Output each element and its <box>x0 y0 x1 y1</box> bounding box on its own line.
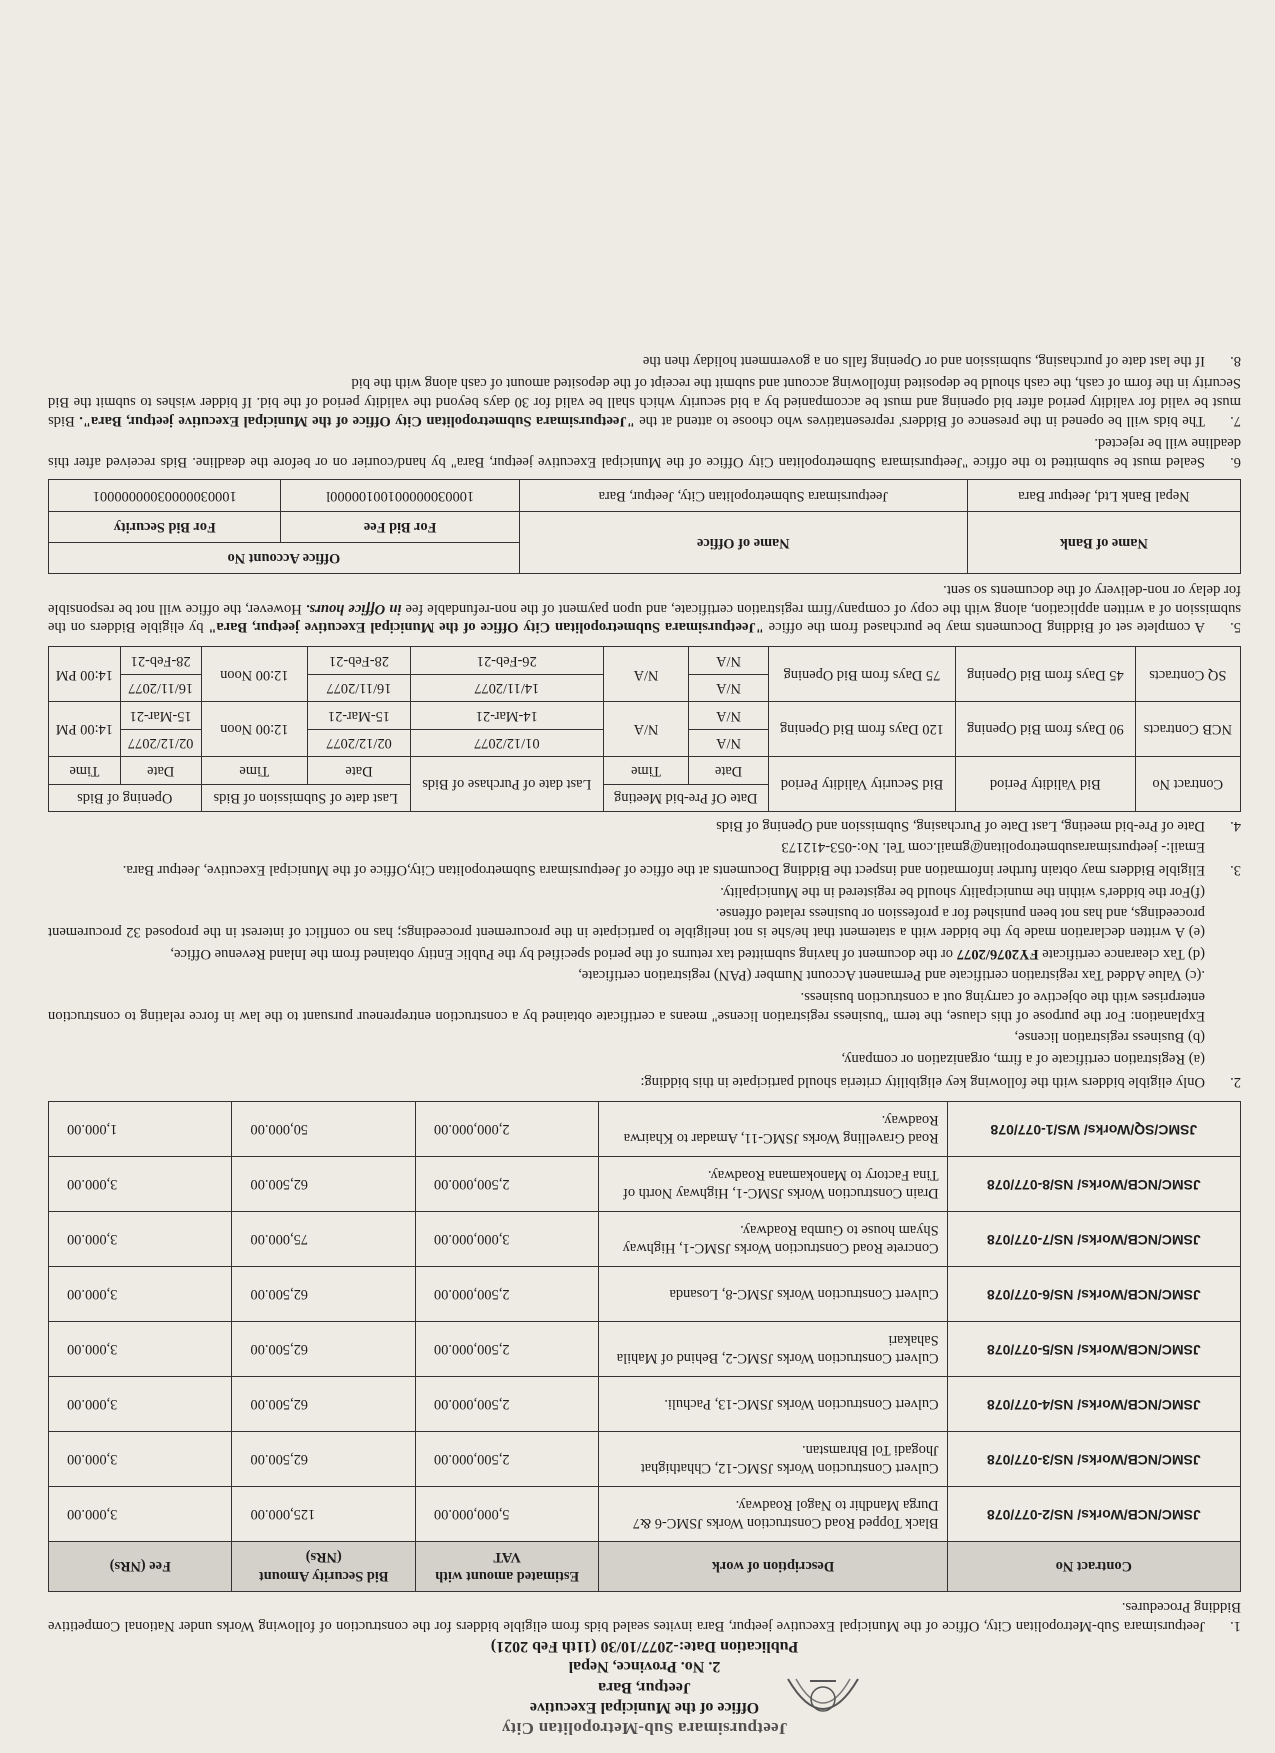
table-row <box>49 1101 1241 1156</box>
bid-security-amount: 125,000.00 <box>232 1486 415 1541</box>
fee-amount: 1,000.00 <box>49 1101 232 1156</box>
work-description: Concrete Road Construction Works JSMC-1, Highway Shyam house to Gumba Roadway. <box>599 1211 947 1266</box>
contract-type: SQ Contracts <box>1135 647 1240 702</box>
col-contract-no: Contract No <box>947 1541 1240 1591</box>
bid-security-amount: 62,500.00 <box>232 1266 415 1321</box>
document-header <box>48 1635 1241 1739</box>
estimated-amount: 5,000,000.00 <box>415 1486 598 1541</box>
fee-account: 10003000000100100000l <box>281 480 519 511</box>
purchase-date: 14/11/2077 <box>410 674 603 701</box>
table-row <box>49 1321 1241 1376</box>
bank-col-security: For Bid Security <box>49 511 281 542</box>
criteria-c: .(c) Value Added Tax registration certificate and Permanent Account Number (PAN) registration certificate, <box>578 967 1205 984</box>
province: 2. No. Province, Nepal <box>568 1658 721 1676</box>
estimated-amount: 2,500,000.00 <box>415 1376 598 1431</box>
works-table <box>48 1101 1241 1592</box>
criteria-e: (e) A written declaration made by the bidder with a statement that he/she is not ineligible to participate in the procurement proceedings; has no conflict of interest in the proposed 32 procurement proceedings, and has not been punished for a profession or business related offense. <box>48 905 1205 941</box>
sched-col-prebid: Date Of Pre-bid Meeting <box>603 784 768 811</box>
table-row <box>49 1156 1241 1211</box>
work-description: Culvert Construction Works JSMC-2, Behind of Mahila Sahakari <box>599 1321 947 1376</box>
bid-validity: 45 Days from Bid Opening <box>956 647 1135 702</box>
contract-no: JSMC/NCB/Works/ NS/5-077/078 <box>947 1321 1240 1376</box>
criteria-f: (f)For the bidder's within the municipality should be registered in the Municipality. <box>720 883 1205 900</box>
prebid-date: N/A <box>689 647 769 674</box>
table-row <box>49 1211 1241 1266</box>
clause-8: 8.If the last date of purchasing, submission and or Opening falls on a government holiday then the <box>642 352 1241 369</box>
clause-2: 2.Only eligible bidders with the following key eligibility criteria should participate in this bidding: <box>640 1073 1241 1090</box>
sched-col-validity: Bid Validity Period <box>956 757 1135 812</box>
bank-col-fee: For Bid Fee <box>281 511 519 542</box>
fee-amount: 3,000.00 <box>49 1156 232 1211</box>
clause-7: 7.The bids will be opened in the presence of Bidders' representatives who choose to attend at the "Jeetpursimara Submetropolitan City Office of the Municipal Executive jeetpur, Bara". Bids must be valid for validity period after bid opening and must be accompanied by a bid security which shall be valid for 30 days beyond the validity period of the bid. If bidder wishes to submit the Bid Security in the form of cash, the cash should be deposited infollowing account and submit the receipt of the deposited amount of cash along with the bid <box>48 375 1241 429</box>
bid-security-amount: 62,500.00 <box>232 1156 415 1211</box>
submission-date: 15-Mar-21 <box>308 702 411 729</box>
opening-date: 16/11/2077 <box>120 674 201 701</box>
estimated-amount: 2,500,000.00 <box>415 1266 598 1321</box>
estimated-amount: 2,500,000.00 <box>415 1321 598 1376</box>
contract-no: JSMC/NCB/Works/ NS/7-077/078 <box>947 1211 1240 1266</box>
work-description: Drain Construction Works JSMC-1, Highway North of Tina Factory to Manokamana Roadway. <box>599 1156 947 1211</box>
table-row <box>49 1266 1241 1321</box>
bid-security-amount: 75,000.00 <box>232 1211 415 1266</box>
opening-time: 14:00 PM <box>49 702 121 757</box>
bank-col-account: Office Account No <box>49 542 520 573</box>
bid-security-amount: 50,000.00 <box>232 1101 415 1156</box>
clause-5: 5.A complete set of Bidding Documents may be purchased from the office "Jeetpursimara Submetropolitan City Office of the Municipal Executive jeetpur, Bara" by eligible Bidders on the submission of a written application, along with the copy of company/firm registration certificate, and upon payment of the non-refundable fee in Office hours. However, the office will not be responsible for delay or non-delivery of the documents so sent. <box>47 582 1241 636</box>
opening-date: 28-Feb-21 <box>120 647 201 674</box>
contract-no: JSMC/NCB/Works/ NS/3-077/078 <box>947 1431 1240 1486</box>
sched-col-opening: Opening of Bids <box>49 784 202 811</box>
sched-col-security: Bid Security Validity Period <box>768 757 955 812</box>
bank-col-office: Name of Office <box>519 511 967 574</box>
sub-time: Time <box>603 757 689 784</box>
sub-date: Date <box>120 757 201 784</box>
bid-security-amount: 62,500.00 <box>232 1431 415 1486</box>
sched-col-submission: Last date of Submission of Bids <box>201 784 410 811</box>
security-account: 10003000003000000001 <box>49 480 281 511</box>
sched-col-purchase: Last date of Purchase of Bids <box>410 757 603 812</box>
clause-1: 1.Jeetpursimara Sub-Metropolitan City, Office of the Municipal Executive jeetpur, Bara invites sealed bids from eligible bidders for the construction of following Works under National Competitive Bidding Procedures. <box>48 1599 1241 1634</box>
sub-date: Date <box>308 757 411 784</box>
col-estimated: Estimated amount with VAT <box>415 1541 598 1591</box>
table-row <box>49 1431 1241 1486</box>
prebid-time: N/A <box>603 702 689 757</box>
purchase-date: 14-Mar-21 <box>410 702 603 729</box>
sub-date: Date <box>689 757 769 784</box>
security-validity: 75 Days from Bid Opening <box>768 647 955 702</box>
office-name: Jeetpursimara Submetropolitan City, Jeetpur, Bara <box>519 480 967 511</box>
clause-4: 4.Date of Pre-bid meeting, Last Date of Purchasing, Submission and Opening of Bids <box>716 817 1241 834</box>
opening-time: 14:00 PM <box>49 647 121 702</box>
work-description: Culvert Construction Works JSMC-12, Chhathighat Jhogadi Tol Bhramstan. <box>599 1431 947 1486</box>
contract-no: JSMC/SQ/Works/ WS/1-077/078 <box>947 1101 1240 1156</box>
criteria-explanation: Explanation: For the purpose of this clause, the term "business registration license" means a certificate obtained by a construction entrepreneur pursuant to the law in force relating to construction enterprises with the objective of carrying out a construction business. <box>48 989 1205 1024</box>
estimated-amount: 3,000,000.00 <box>415 1211 598 1266</box>
purchase-date: 01/12/2077 <box>410 729 603 756</box>
estimated-amount: 2,500,000.00 <box>415 1156 598 1211</box>
fee-amount: 3,000.00 <box>49 1211 232 1266</box>
works-table-header <box>49 1541 1241 1591</box>
table-row <box>49 729 1241 756</box>
bank-col-name: Name of Bank <box>967 511 1240 574</box>
sub-time: Time <box>49 757 121 784</box>
fiscal-year: FY2076/2077 <box>956 945 1039 962</box>
col-fee: Fee (NRs) <box>49 1541 232 1591</box>
submission-date: 16/11/2077 <box>308 674 411 701</box>
clause-3: 3.Eligible Bidders may obtain further information and inspect the Bidding Documents at the office of Jeetpursimara Submetropolitan City,Office of the Municipal Executive, Jeetpur Bara. <box>122 862 1241 879</box>
security-validity: 120 Days from Bid Opening <box>768 702 955 757</box>
opening-date: 02/12/2077 <box>120 729 201 756</box>
work-description: Culvert Construction Works JSMC-13, Pachuli. <box>599 1376 947 1431</box>
fee-amount: 3,000.00 <box>49 1376 232 1431</box>
fee-amount: 3,000.00 <box>49 1321 232 1376</box>
contact-email: Email:- jeetpursimarasubmetropolitan@gmail.com Tel. No:-053-412173 <box>781 839 1205 856</box>
bid-security-amount: 62,500.00 <box>232 1376 415 1431</box>
publication-date: Publication Date:-2077/10/30 (11th Feb 2021) <box>490 1637 799 1655</box>
table-row <box>49 1376 1241 1431</box>
contract-no: JSMC/NCB/Works/ NS/4-077/078 <box>947 1376 1240 1431</box>
fee-amount: 3,000.00 <box>49 1266 232 1321</box>
purchase-date: 26-Feb-21 <box>410 647 603 674</box>
contract-no: JSMC/NCB/Works/ NS/6-077/078 <box>947 1266 1240 1321</box>
bid-security-amount: 62,500.00 <box>232 1321 415 1376</box>
fee-amount: 3,000.00 <box>49 1486 232 1541</box>
bank-table <box>48 479 1241 574</box>
prebid-date: N/A <box>689 729 769 756</box>
bank-header <box>49 542 1241 573</box>
clause-6: 6.Sealed must be submitted to the office "Jeetpursimara Submetropolitan City Office of the Municipal Executive jeetpur, Bara" by hand/courier on or before the deadline. Bids received after this deadline will be rejected. <box>48 435 1241 471</box>
schedule-header <box>49 784 1241 811</box>
submission-date: 02/12/2077 <box>308 729 411 756</box>
office-place: Jeetpur, Bara <box>598 1678 691 1696</box>
sched-col-contract: Contract No <box>1135 757 1240 812</box>
schedule-table <box>48 646 1241 812</box>
col-description: Description of work <box>599 1541 947 1591</box>
estimated-amount: 2,000,000.00 <box>415 1101 598 1156</box>
submission-date: 28-Feb-21 <box>308 647 411 674</box>
prebid-date: N/A <box>689 674 769 701</box>
contract-no: JSMC/NCB/Works/ NS/2-077/078 <box>947 1486 1240 1541</box>
prebid-date: N/A <box>689 702 769 729</box>
table-row <box>49 674 1241 701</box>
submission-time: 12:00 Noon <box>201 702 308 757</box>
work-description: Culvert Construction Works JSMC-8, Losanda <box>599 1266 947 1321</box>
table-row <box>49 1486 1241 1541</box>
sub-time: Time <box>201 757 308 784</box>
criteria-d: (d) Tax clearance certificate FY2076/2077 or the document of having submitted tax returns of the period specified by the Public Entity obtained from the Inland Revenue Office, <box>170 945 1205 962</box>
office-name: Office of the Municipal Executive <box>529 1699 760 1717</box>
criteria-b: (b) Business registration license, <box>1014 1029 1205 1046</box>
opening-date: 15-Mar-21 <box>120 702 201 729</box>
contract-type: NCB Contracts <box>1135 702 1240 757</box>
bank-name: Nepal Bank Ltd, Jeetpur Bara <box>967 480 1240 511</box>
work-description: Road Gravelling Works JSMC-11, Amadar to Khairwa Roadway. <box>599 1101 947 1156</box>
contract-no: JSMC/NCB/Works/ NS/8-077/078 <box>947 1156 1240 1211</box>
fee-amount: 3,000.00 <box>49 1431 232 1486</box>
submission-time: 12:00 Noon <box>201 647 308 702</box>
prebid-time: N/A <box>603 647 689 702</box>
estimated-amount: 2,500,000.00 <box>415 1431 598 1486</box>
criteria-a: (a) Registration certificate of a firm, organization or company, <box>841 1051 1205 1068</box>
col-bid-security: Bid Security Amount (NRs) <box>232 1541 415 1591</box>
table-row <box>49 480 1241 511</box>
bid-validity: 90 Days from Bid Opening <box>956 702 1135 757</box>
org-name: Jeetpursimara Sub-Metropolitan City <box>501 1719 788 1738</box>
work-description: Black Topped Road Construction Works JSMC-6 &7 Durga Mandhir to Nagol Roadway. <box>599 1486 947 1541</box>
